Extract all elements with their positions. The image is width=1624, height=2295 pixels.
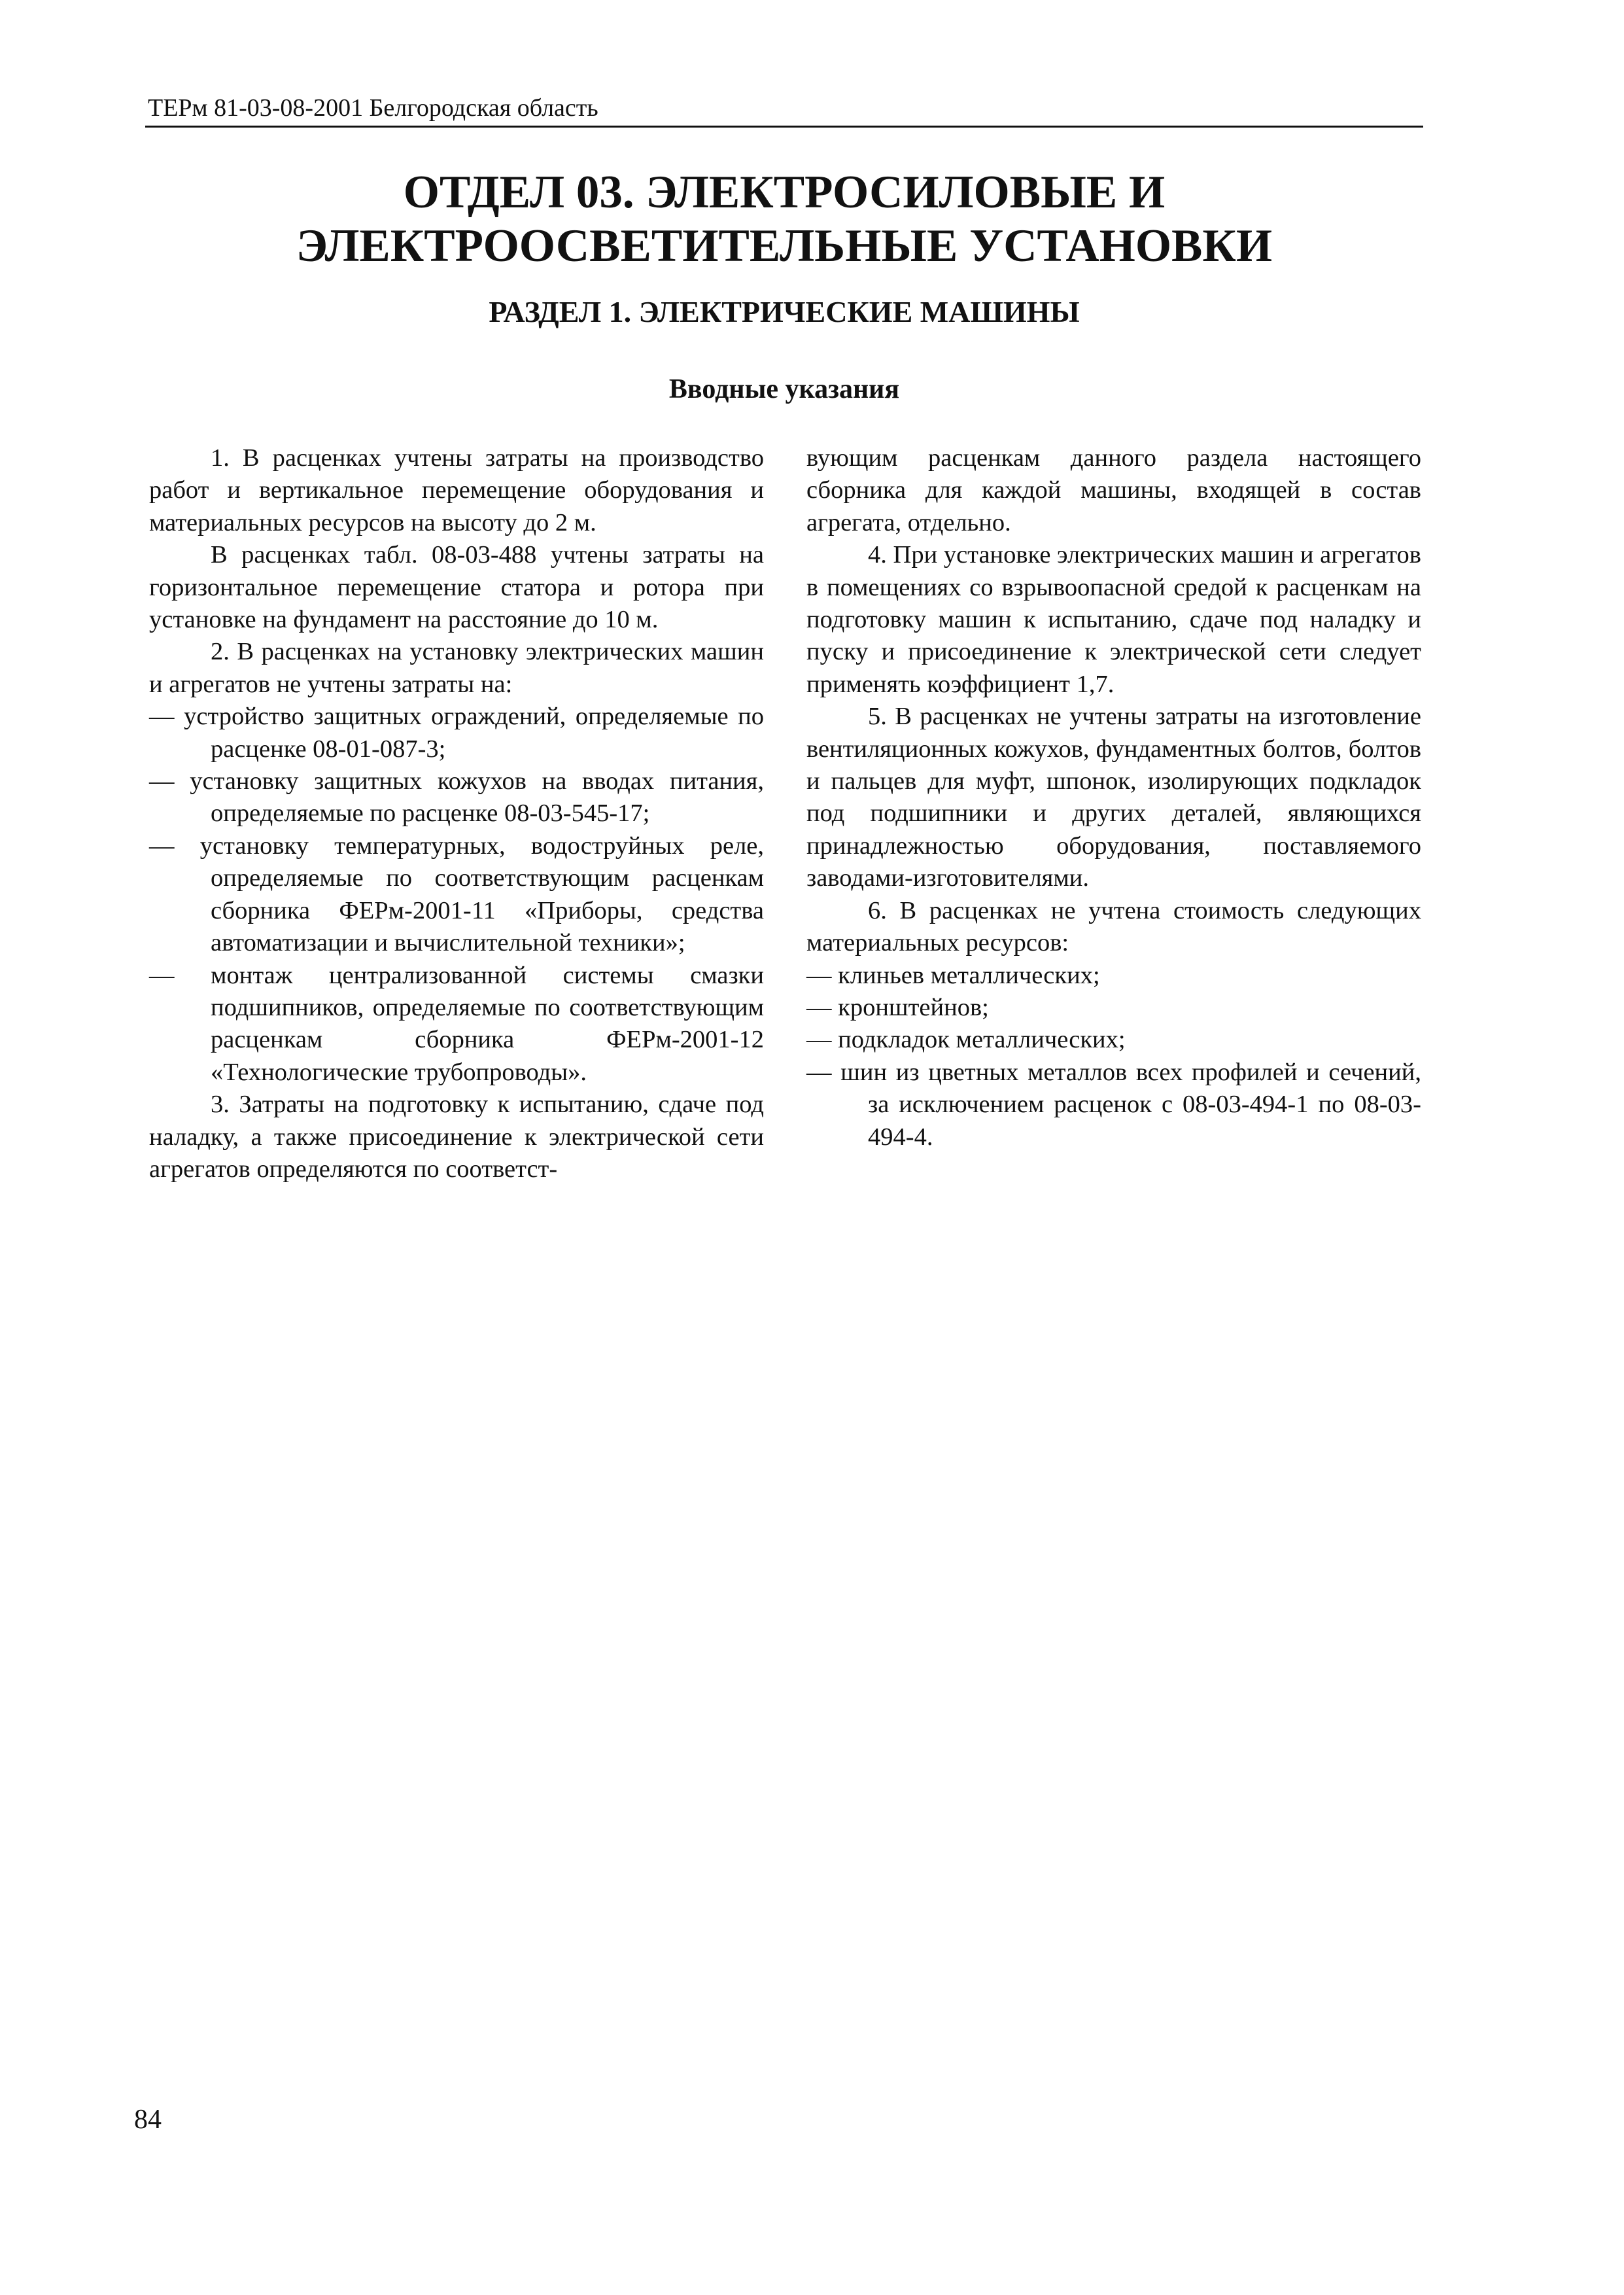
right-column xyxy=(806,442,1421,1153)
running-header-text: ТЕРм 81-03-08-2001 Белгородская область xyxy=(148,94,598,122)
paragraph-5: 5. В расценках не учтены затраты на изготовление вентиляционных кожухов, фундаментных болтов, болтов и пальцев для муфт, шпонок, изолирующих подкладок под подшипники и других деталей, являющихся принадлежностью оборудования, поставляемого заводами-изготовителями. xyxy=(806,703,1421,892)
list-item: — клиньев металлических; xyxy=(806,961,1100,989)
paragraph-4: 4. При установке электрических машин и агрегатов в помещениях со взрывоопасной средой к расценкам на подготовку машин к испытанию, сдаче под наладку и пуску и присоединение к электрической сети следует применять коэффициент 1,7. xyxy=(806,541,1421,698)
paragraph-6: 6. В расценках не учтена стоимость следующих материальных ресурсов: xyxy=(806,896,1421,957)
list-item: — установку защитных кожухов на вводах питания, определяемые по расценке 08-03-545-17; xyxy=(149,767,764,828)
running-header xyxy=(145,89,1423,128)
paragraph-1: 1. В расценках учтены затраты на производство работ и вертикальное перемещение оборудования и материальных ресурсов на высоту до 2 м. xyxy=(149,444,764,536)
page-number: 84 xyxy=(134,2105,162,2135)
paragraph-table-488: В расценках табл. 08-03-488 учтены затраты на горизонтальное перемещение статора и ротора при установке на фундамент на расстояние до 10 м. xyxy=(149,541,764,634)
section-title-line-2: ЭЛЕКТРООСВЕТИТЕЛЬНЫЕ УСТАНОВКИ xyxy=(296,220,1273,272)
list-item: — шин из цветных металлов всех профилей и сечений, за исключением расценок с 08-03-494-1 по 08-03-494-4. xyxy=(806,1058,1421,1151)
subsection-title: РАЗДЕЛ 1. ЭЛЕКТРИЧЕСКИЕ МАШИНЫ xyxy=(489,295,1080,328)
paragraph-3-continued: вующим расценкам данного раздела настоящего сборника для каждой машины, входящей в состав агрегата, отдельно. xyxy=(806,444,1421,536)
paragraph-2: 2. В расценках на установку электрических машин и агрегатов не учтены затраты на: xyxy=(149,638,764,698)
list-item: — устройство защитных ограждений, определяемые по расценке 08-01-087-3; xyxy=(149,703,764,763)
section-title-line-1: ОТДЕЛ 03. ЭЛЕКТРОСИЛОВЫЕ И xyxy=(403,167,1166,218)
list-item: — кронштейнов; xyxy=(806,993,989,1021)
list-item: — подкладок металлических; xyxy=(806,1026,1126,1054)
list-item: — монтаж централизованной системы смазки подшипников, определяемые по соответствующим расценкам сборника ФЕРм-2001-12 «Технологические трубопроводы». xyxy=(149,961,764,1086)
paragraph-3: 3. Затраты на подготовку к испытанию, сдаче под наладку, а также присоединение к электрической сети агрегатов определяются по соответст- xyxy=(149,1091,764,1183)
list-item: — установку температурных, водоструйных реле, определяемые по соответствующим расценкам сборника ФЕРм-2001-11 «Приборы, средства автоматизации и вычислительной техники»; xyxy=(149,832,764,957)
intro-heading: Вводные указания xyxy=(668,374,900,404)
left-column xyxy=(149,442,764,1185)
